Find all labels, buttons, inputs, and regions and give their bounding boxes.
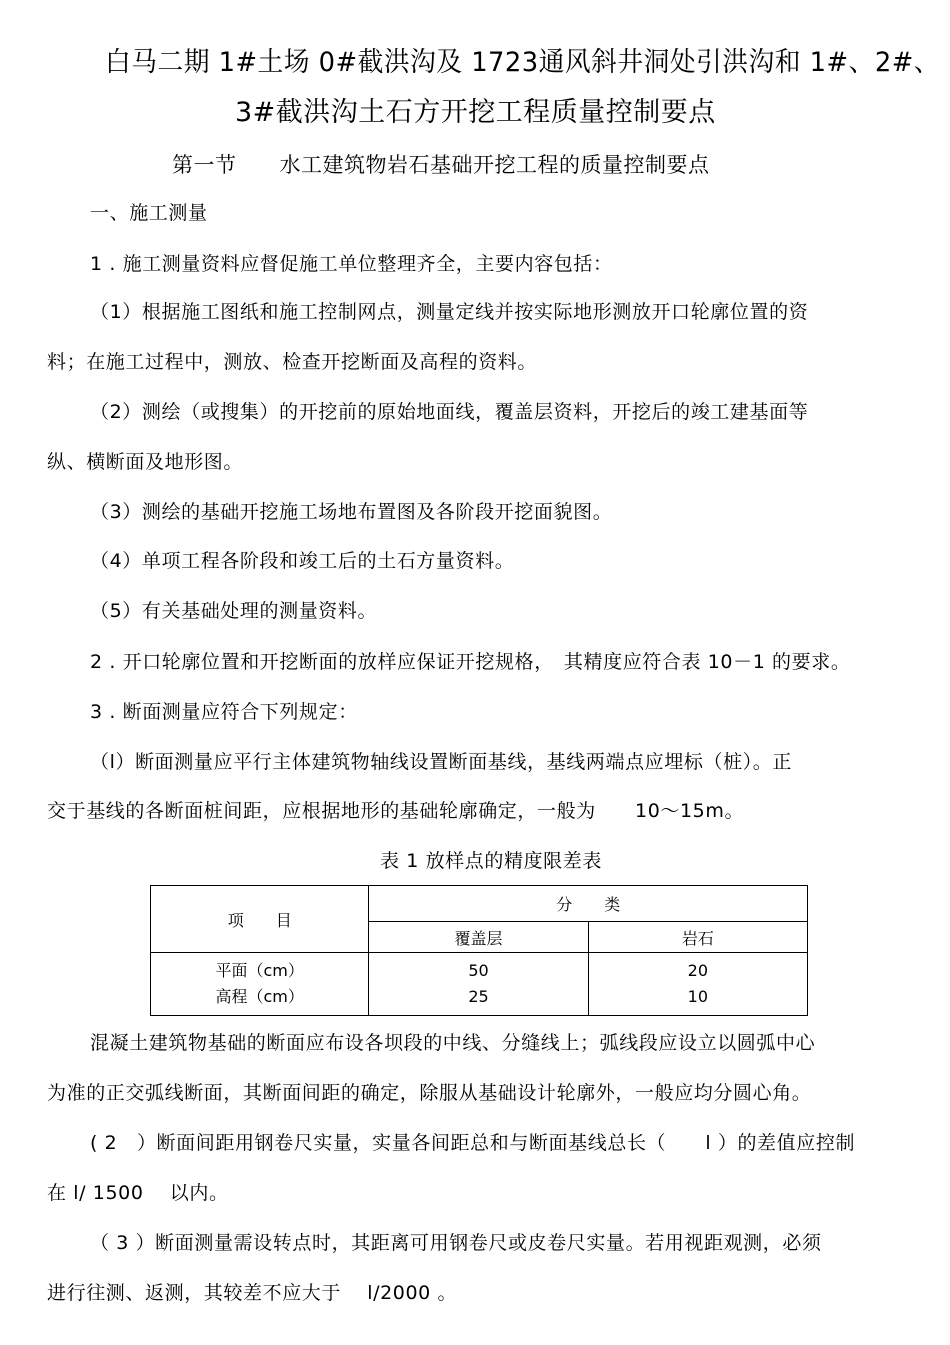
- paragraph-item-1: 1 . 施工测量资料应督促施工单位整理齐全，主要内容包括：: [90, 253, 613, 275]
- paragraph-concrete-line-1: 混凝土建筑物基础的断面应布设各坝段的中线、分缝线上；弧线段应设立以圆弧中心: [90, 1032, 816, 1054]
- paragraph-sub-2-line-2: 纵、横断面及地形图。: [47, 451, 244, 473]
- paragraph-item-3-sub-3-line-2: 进行往测、返测，其较差不应大于 l/2000 。: [47, 1282, 458, 1304]
- table-cell-elevation-rock: 10: [687, 987, 709, 1006]
- tolerance-table: [150, 885, 808, 1016]
- paragraph-sub-1-line-1: （1）根据施工图纸和施工控制网点，测量定线并按实际地形测放开口轮廓位置的资: [90, 301, 809, 323]
- table-cover-values: [369, 953, 588, 1016]
- table-cell-plane-cover: 50: [468, 961, 489, 980]
- table-cell-elevation-cover: 25: [468, 987, 489, 1006]
- paragraph-item-3-sub-1-line-1: （l）断面测量应平行主体建筑物轴线设置断面基线，基线两端点应埋标（桩）。正: [90, 751, 792, 773]
- paragraph-item-2: 2 . 开口轮廓位置和开挖断面的放样应保证开挖规格， 其精度应符合表 10－1 的要求。: [90, 651, 851, 673]
- document-title-line-1: 白马二期 1#土场 0#截洪沟及 1723通风斜井洞处引洪沟和 1#、2#、: [105, 47, 940, 78]
- table-row-label-plane: 平面（cm）: [215, 961, 304, 980]
- section-heading: 第一节 水工建筑物岩石基础开挖工程的质量控制要点: [172, 153, 710, 177]
- paragraph-item-3: 3 . 断面测量应符合下列规定：: [90, 701, 358, 723]
- paragraph-sub-1-line-2: 料；在施工过程中，测放、检查开挖断面及高程的资料。: [47, 351, 538, 373]
- table-header-cover-layer: 覆盖层: [369, 922, 588, 953]
- table-header-category: 分 类: [369, 886, 808, 922]
- paragraph-item-3-sub-1-line-2: 交于基线的各断面桩间距，应根据地形的基础轮廓确定，一般为 10～15m。: [47, 800, 745, 822]
- paragraph-concrete-line-2: 为准的正交弧线断面，其断面间距的确定，除服从基础设计轮廓外，一般应均分圆心角。: [47, 1082, 812, 1104]
- paragraph-sub-3: （3）测绘的基础开挖施工场地布置图及各阶段开挖面貌图。: [90, 501, 613, 523]
- heading-construction-survey: 一、施工测量: [90, 202, 208, 224]
- paragraph-item-3-sub-2-line-1: ( 2 ）断面间距用钢卷尺实量，实量各间距总和与断面基线总长（ l ）的差值应控制: [90, 1132, 856, 1154]
- table-caption: 表 1 放样点的精度限差表: [380, 850, 602, 872]
- paragraph-sub-5: （5）有关基础处理的测量资料。: [90, 600, 378, 622]
- table-rock-values: [588, 953, 807, 1016]
- table-row-labels: [151, 953, 369, 1016]
- document-title-line-2: 3#截洪沟土石方开挖工程质量控制要点: [235, 97, 716, 128]
- paragraph-sub-2-line-1: （2）测绘（或搜集）的开挖前的原始地面线，覆盖层资料，开挖后的竣工建基面等: [90, 401, 809, 423]
- paragraph-item-3-sub-2-line-2: 在 l/ 1500 以内。: [47, 1182, 229, 1204]
- table-header-item: 项 目: [151, 886, 369, 953]
- paragraph-sub-4: （4）单项工程各阶段和竣工后的土石方量资料。: [90, 550, 515, 572]
- table-header-rock: 岩石: [588, 922, 807, 953]
- paragraph-item-3-sub-3-line-1: （ 3 ）断面测量需设转点时，其距离可用钢卷尺或皮卷尺实量。若用视距观测，必须: [90, 1232, 822, 1254]
- table-row-label-elevation: 高程（cm）: [215, 987, 304, 1006]
- table-cell-plane-rock: 20: [687, 961, 709, 980]
